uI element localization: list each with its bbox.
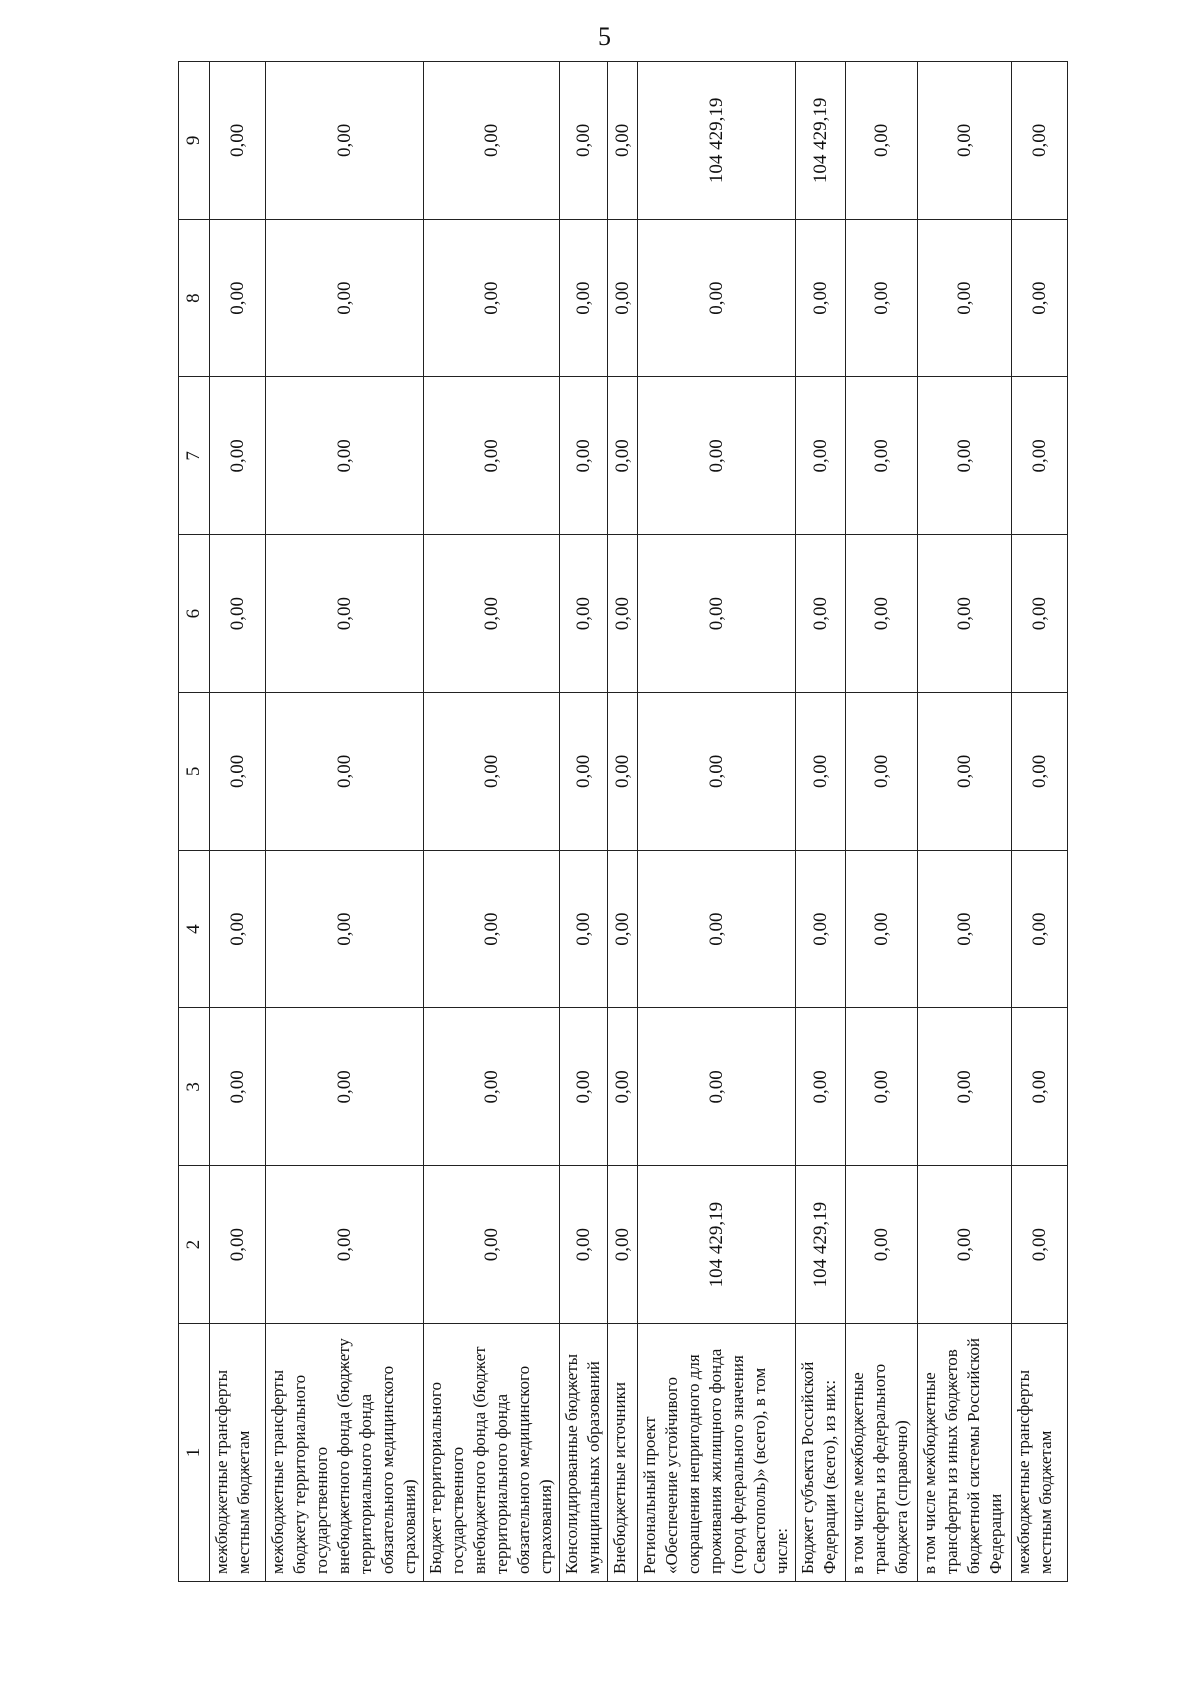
value-cell: 0,00 — [918, 693, 1012, 851]
row-label: межбюджетные трансферты бюджету территориального государственного внебюджетного фонда (бюджету территориального фонда обязательного медицинского страхования) — [266, 1324, 424, 1582]
value-cell: 0,00 — [266, 1008, 424, 1166]
value-cell: 0,00 — [918, 1008, 1012, 1166]
value-cell: 0,00 — [608, 693, 638, 851]
value-cell: 0,00 — [266, 219, 424, 377]
value-cell: 0,00 — [560, 219, 608, 377]
value-cell: 0,00 — [1012, 1008, 1068, 1166]
value-cell: 0,00 — [796, 219, 846, 377]
row-label: в том числе межбюджетные трансферты из федерального бюджета (справочно) — [846, 1324, 918, 1582]
value-cell: 0,00 — [638, 219, 796, 377]
value-cell: 0,00 — [424, 1008, 560, 1166]
table-row — [918, 62, 1012, 1582]
value-cell: 0,00 — [608, 850, 638, 1008]
value-cell: 0,00 — [424, 62, 560, 220]
value-cell: 0,00 — [918, 1166, 1012, 1324]
header-cell: 6 — [179, 535, 210, 693]
value-cell: 0,00 — [560, 62, 608, 220]
value-cell: 104 429,19 — [638, 1166, 796, 1324]
row-label: Региональный проект «Обеспечение устойчивого сокращения непригодного для проживания жилищного фонда (город федерального значения Севастополь)» (всего), в том числе: — [638, 1324, 796, 1582]
value-cell: 0,00 — [266, 850, 424, 1008]
value-cell: 0,00 — [560, 693, 608, 851]
value-cell: 0,00 — [424, 219, 560, 377]
row-label: межбюджетные трансферты местным бюджетам — [1012, 1324, 1068, 1582]
value-cell: 0,00 — [796, 377, 846, 535]
table-row — [608, 62, 638, 1582]
value-cell: 0,00 — [560, 1166, 608, 1324]
value-cell: 0,00 — [560, 377, 608, 535]
rotated-table-wrapper — [178, 62, 1055, 1582]
value-cell: 0,00 — [608, 1008, 638, 1166]
value-cell: 0,00 — [210, 219, 266, 377]
value-cell: 0,00 — [608, 1166, 638, 1324]
value-cell: 0,00 — [1012, 219, 1068, 377]
value-cell: 0,00 — [1012, 62, 1068, 220]
value-cell: 0,00 — [210, 377, 266, 535]
value-cell: 0,00 — [796, 1008, 846, 1166]
header-cell: 9 — [179, 62, 210, 220]
table-row — [560, 62, 608, 1582]
value-cell: 0,00 — [1012, 377, 1068, 535]
value-cell: 0,00 — [846, 535, 918, 693]
value-cell: 0,00 — [638, 377, 796, 535]
value-cell: 0,00 — [560, 535, 608, 693]
value-cell: 0,00 — [210, 535, 266, 693]
value-cell: 0,00 — [266, 693, 424, 851]
value-cell: 0,00 — [266, 535, 424, 693]
header-cell: 2 — [179, 1166, 210, 1324]
value-cell: 0,00 — [560, 1008, 608, 1166]
value-cell: 0,00 — [1012, 535, 1068, 693]
header-row — [179, 62, 210, 1582]
value-cell: 0,00 — [210, 62, 266, 220]
value-cell: 0,00 — [918, 377, 1012, 535]
value-cell: 0,00 — [638, 535, 796, 693]
header-cell: 4 — [179, 850, 210, 1008]
value-cell: 0,00 — [424, 1166, 560, 1324]
value-cell: 0,00 — [638, 693, 796, 851]
row-label: Бюджет субъекта Российской Федерации (всего), из них: — [796, 1324, 846, 1582]
value-cell: 104 429,19 — [796, 62, 846, 220]
value-cell: 0,00 — [210, 1166, 266, 1324]
value-cell: 0,00 — [638, 1008, 796, 1166]
value-cell: 0,00 — [266, 377, 424, 535]
value-cell: 0,00 — [210, 1008, 266, 1166]
value-cell: 0,00 — [796, 535, 846, 693]
table-row — [846, 62, 918, 1582]
value-cell: 0,00 — [1012, 850, 1068, 1008]
header-cell: 1 — [179, 1324, 210, 1582]
page-number: 5 — [598, 22, 611, 51]
budget-table — [178, 61, 1068, 1582]
row-label: в том числе межбюджетные трансферты из иных бюджетов бюджетной системы Российской Федерации — [918, 1324, 1012, 1582]
value-cell: 0,00 — [846, 377, 918, 535]
value-cell: 0,00 — [210, 850, 266, 1008]
table-row — [796, 62, 846, 1582]
table-row — [210, 62, 266, 1582]
value-cell: 0,00 — [918, 219, 1012, 377]
row-label: Консолидированные бюджеты муниципальных образований — [560, 1324, 608, 1582]
value-cell: 0,00 — [424, 693, 560, 851]
value-cell: 0,00 — [210, 693, 266, 851]
row-label: Бюджет территориального государственного внебюджетного фонда (бюджет территориального фонда обязательного медицинского страхования) — [424, 1324, 560, 1582]
value-cell: 0,00 — [846, 1166, 918, 1324]
header-cell: 7 — [179, 377, 210, 535]
value-cell: 104 429,19 — [796, 1166, 846, 1324]
value-cell: 0,00 — [918, 62, 1012, 220]
value-cell: 0,00 — [1012, 1166, 1068, 1324]
value-cell: 0,00 — [846, 219, 918, 377]
value-cell: 0,00 — [608, 219, 638, 377]
header-cell: 5 — [179, 693, 210, 851]
value-cell: 0,00 — [560, 850, 608, 1008]
value-cell: 0,00 — [638, 850, 796, 1008]
value-cell: 0,00 — [846, 850, 918, 1008]
header-cell: 8 — [179, 219, 210, 377]
value-cell: 0,00 — [266, 62, 424, 220]
header-cell: 3 — [179, 1008, 210, 1166]
value-cell: 0,00 — [608, 62, 638, 220]
value-cell: 0,00 — [608, 535, 638, 693]
row-label: Внебюджетные источники — [608, 1324, 638, 1582]
value-cell: 0,00 — [266, 1166, 424, 1324]
value-cell: 0,00 — [424, 535, 560, 693]
value-cell: 0,00 — [424, 850, 560, 1008]
table-row — [424, 62, 560, 1582]
value-cell: 0,00 — [608, 377, 638, 535]
value-cell: 0,00 — [846, 62, 918, 220]
value-cell: 104 429,19 — [638, 62, 796, 220]
value-cell: 0,00 — [918, 535, 1012, 693]
value-cell: 0,00 — [1012, 693, 1068, 851]
value-cell: 0,00 — [796, 693, 846, 851]
value-cell: 0,00 — [424, 377, 560, 535]
table-row — [266, 62, 424, 1582]
row-label: межбюджетные трансферты местным бюджетам — [210, 1324, 266, 1582]
value-cell: 0,00 — [796, 850, 846, 1008]
table-row — [638, 62, 796, 1582]
table-row — [1012, 62, 1068, 1582]
value-cell: 0,00 — [846, 693, 918, 851]
value-cell: 0,00 — [918, 850, 1012, 1008]
value-cell: 0,00 — [846, 1008, 918, 1166]
